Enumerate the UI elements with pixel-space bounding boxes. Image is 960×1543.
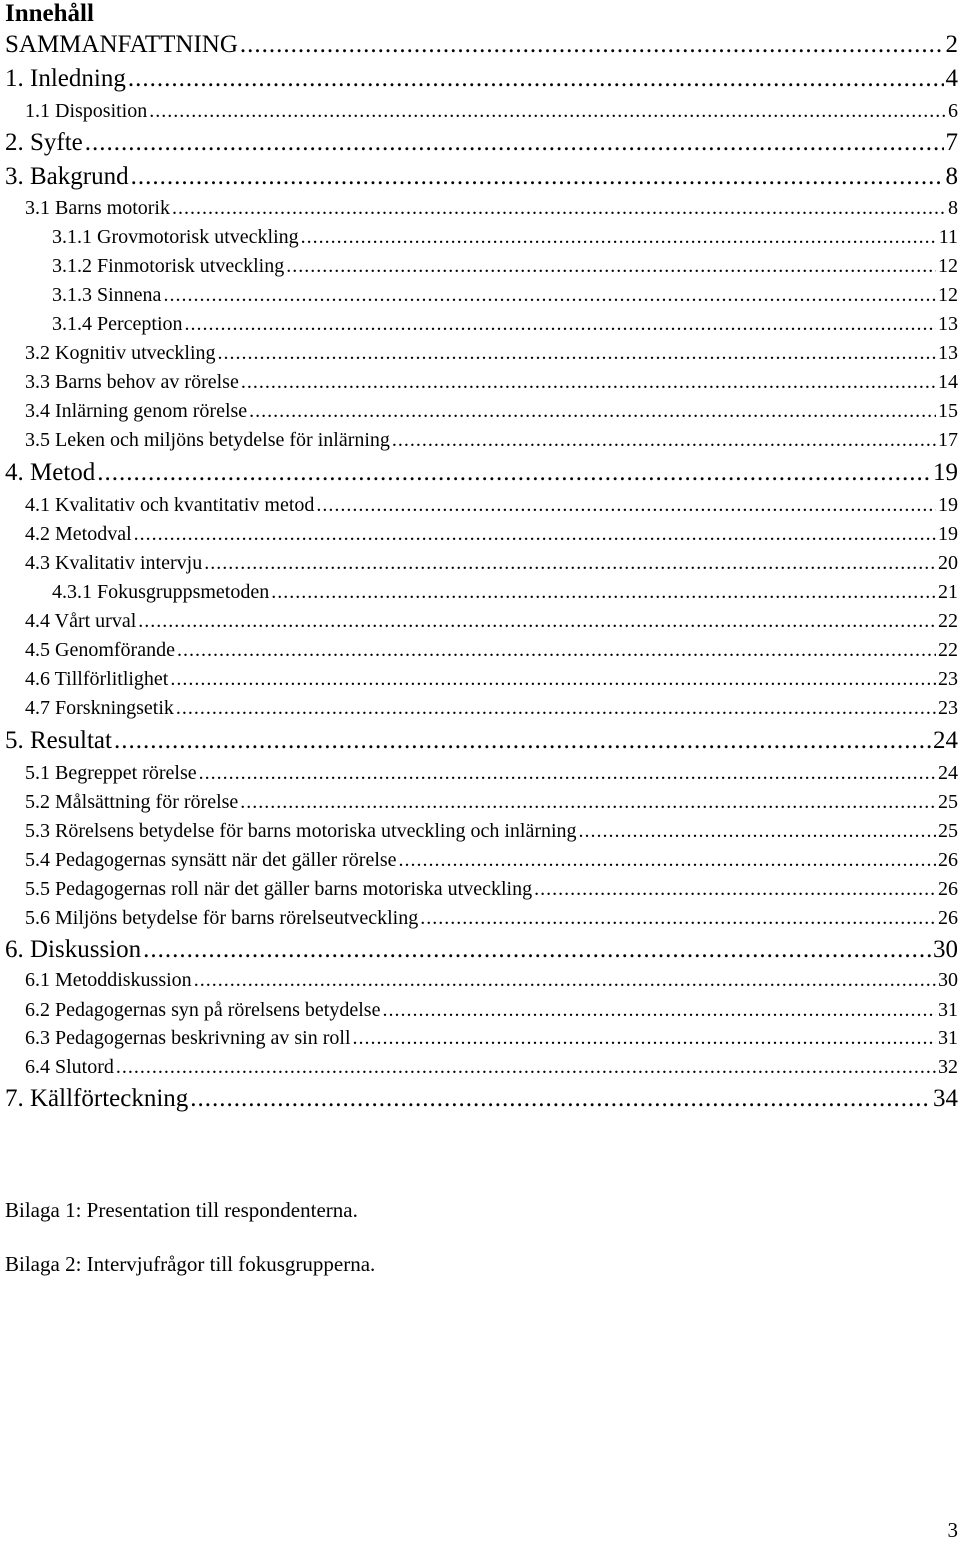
toc-entry[interactable]	[25, 789, 958, 815]
dot-leader	[163, 282, 936, 308]
toc-entry-label: SAMMANFATTNING	[5, 31, 238, 58]
toc-entry[interactable]	[25, 98, 958, 124]
toc-entry-label: 5.3 Rörelsens betydelse för barns motoriska utveckling och inlärning	[25, 820, 577, 842]
toc-entry[interactable]	[5, 726, 958, 756]
toc-entry-label: 5.6 Miljöns betydelse för barns rörelseutveckling	[25, 907, 419, 929]
toc-entry[interactable]	[25, 398, 958, 424]
toc-entry-page: 26	[938, 849, 958, 871]
toc-entry-label: 4.4 Vårt urval	[25, 610, 137, 632]
toc-entry[interactable]	[5, 162, 958, 192]
toc-entry[interactable]	[52, 579, 958, 605]
dot-leader	[301, 224, 937, 250]
toc-entry-label: 3.1 Barns motorik	[25, 197, 170, 219]
toc-entry[interactable]	[5, 64, 958, 94]
toc-entry-page: 20	[938, 552, 958, 574]
toc-entry-page: 19	[933, 459, 958, 486]
toc-entry-label: 4.7 Forskningsetik	[25, 697, 174, 719]
toc-entry[interactable]	[25, 818, 958, 844]
toc-entry-page: 19	[938, 494, 958, 516]
toc-entry-page: 15	[938, 400, 958, 422]
toc-entry-page: 30	[938, 969, 958, 991]
toc-entry[interactable]	[52, 224, 958, 250]
toc-entry-page: 32	[938, 1056, 958, 1078]
dot-leader	[241, 369, 936, 395]
dot-leader	[399, 847, 936, 873]
toc-entry-label: 3.1.3 Sinnena	[52, 284, 162, 306]
dot-leader	[85, 128, 944, 158]
toc-entry-label: 4.2 Metodval	[25, 523, 132, 545]
dot-leader	[128, 64, 944, 94]
toc-entry[interactable]	[5, 30, 958, 60]
toc-entry-page: 8	[948, 197, 958, 219]
toc-entry-label: 4. Metod	[5, 459, 96, 486]
toc-entry-label: 3.1.4 Perception	[52, 313, 183, 335]
toc-entry-label: 4.1 Kvalitativ och kvantitativ metod	[25, 494, 315, 516]
toc-entry[interactable]	[52, 282, 958, 308]
toc-entry-page: 31	[938, 1027, 958, 1049]
toc-entry-label: 2. Syfte	[5, 129, 83, 156]
toc-entry[interactable]	[25, 1054, 958, 1080]
toc-entry-label: 6.4 Slutord	[25, 1056, 114, 1078]
toc-entry-page: 21	[938, 581, 958, 603]
dot-leader	[185, 311, 936, 337]
toc-entry-label: 6. Diskussion	[5, 936, 142, 963]
toc-entry-label: 4.6 Tillförlitlighet	[25, 668, 169, 690]
dot-leader	[176, 695, 936, 721]
toc-entry[interactable]	[5, 128, 958, 158]
page-title: Innehåll	[5, 0, 94, 27]
toc-entry-label: 3.1.2 Finmotorisk utveckling	[52, 255, 285, 277]
toc-entry[interactable]	[5, 935, 958, 965]
dot-leader	[177, 637, 936, 663]
toc-entry-page: 26	[938, 878, 958, 900]
toc-entry[interactable]	[25, 967, 958, 993]
toc-entry[interactable]	[25, 369, 958, 395]
toc-entry[interactable]	[25, 521, 958, 547]
dot-leader	[420, 905, 936, 931]
toc-entry[interactable]	[25, 666, 958, 692]
appendix-item: Bilaga 2: Intervjufrågor till fokusgrupperna.	[5, 1252, 376, 1276]
toc-entry-page: 14	[938, 371, 958, 393]
toc-entry[interactable]	[5, 1084, 958, 1114]
toc-entry-label: 3.2 Kognitiv utveckling	[25, 342, 216, 364]
dot-leader	[382, 997, 936, 1023]
toc-entry[interactable]	[52, 253, 958, 279]
toc-entry-page: 23	[938, 668, 958, 690]
toc-entry-label: 6.3 Pedagogernas beskrivning av sin roll	[25, 1027, 351, 1049]
dot-leader	[149, 98, 946, 124]
toc-entry-page: 22	[938, 610, 958, 632]
toc-entry[interactable]	[25, 340, 958, 366]
toc-entry-label: 7. Källförteckning	[5, 1085, 189, 1112]
toc-entry-page: 30	[933, 936, 958, 963]
dot-leader	[190, 1084, 931, 1114]
dot-leader	[138, 608, 936, 634]
dot-leader	[131, 162, 944, 192]
toc-entry-label: 1. Inledning	[5, 65, 126, 92]
toc-entry[interactable]	[52, 311, 958, 337]
dot-leader	[114, 726, 931, 756]
toc-entry-page: 19	[938, 523, 958, 545]
toc-entry-label: 5.5 Pedagogernas roll när det gäller barns motoriska utveckling	[25, 878, 533, 900]
toc-entry[interactable]	[25, 905, 958, 931]
dot-leader	[271, 579, 936, 605]
dot-leader	[194, 967, 936, 993]
toc-entry[interactable]	[25, 997, 958, 1023]
toc-entry[interactable]	[25, 550, 958, 576]
toc-entry-label: 4.5 Genomförande	[25, 639, 175, 661]
toc-entry[interactable]	[25, 608, 958, 634]
page-number: 3	[947, 1518, 958, 1542]
toc-entry-page: 26	[938, 907, 958, 929]
appendix-item: Bilaga 1: Presentation till respondenterna.	[5, 1198, 358, 1222]
toc-entry[interactable]	[25, 760, 958, 786]
toc-entry-page: 25	[938, 820, 958, 842]
toc-entry-page: 4	[945, 65, 958, 92]
toc-entry[interactable]	[25, 847, 958, 873]
toc-entry-label: 4.3.1 Fokusgruppsmetoden	[52, 581, 270, 603]
dot-leader	[204, 550, 936, 576]
toc-entry[interactable]	[25, 1025, 958, 1051]
toc-entry-label: 6.1 Metoddiskussion	[25, 969, 192, 991]
dot-leader	[534, 876, 936, 902]
toc-entry-page: 24	[938, 762, 958, 784]
toc-entry-label: 4.3 Kvalitativ intervju	[25, 552, 203, 574]
toc-entry-label: 6.2 Pedagogernas syn på rörelsens betydelse	[25, 999, 381, 1021]
toc-entry-page: 23	[938, 697, 958, 719]
toc-entry-label: 5.1 Begreppet rörelse	[25, 762, 197, 784]
toc-entry-label: 5. Resultat	[5, 727, 112, 754]
toc-entry[interactable]	[25, 195, 958, 221]
toc-entry-page: 17	[938, 429, 958, 451]
toc-entry-page: 12	[938, 284, 958, 306]
dot-leader	[172, 195, 946, 221]
dot-leader	[316, 492, 936, 518]
dot-leader	[97, 458, 931, 488]
toc-entry-page: 31	[938, 999, 958, 1021]
toc-entry-page: 13	[938, 342, 958, 364]
toc-entry-label: 5.2 Målsättning för rörelse	[25, 791, 239, 813]
toc-entry[interactable]	[5, 458, 958, 488]
dot-leader	[116, 1054, 936, 1080]
dot-leader	[286, 253, 936, 279]
toc-entry-page: 25	[938, 791, 958, 813]
toc-entry-page: 2	[945, 31, 958, 58]
toc-entry-label: 3.4 Inlärning genom rörelse	[25, 400, 248, 422]
toc-entry-page: 7	[945, 129, 958, 156]
toc-entry-page: 6	[948, 100, 958, 122]
toc-entry-page: 11	[938, 226, 958, 248]
dot-leader	[579, 818, 936, 844]
toc-entry[interactable]	[25, 876, 958, 902]
dot-leader	[240, 30, 944, 60]
toc-entry-page: 13	[938, 313, 958, 335]
dot-leader	[353, 1025, 937, 1051]
dot-leader	[170, 666, 936, 692]
toc-entry[interactable]	[25, 427, 958, 453]
dot-leader	[249, 398, 936, 424]
toc-entry-page: 24	[933, 727, 958, 754]
dot-leader	[392, 427, 936, 453]
toc-entry[interactable]	[25, 637, 958, 663]
dot-leader	[143, 935, 931, 965]
toc-entry-page: 12	[938, 255, 958, 277]
dot-leader	[199, 760, 936, 786]
dot-leader	[134, 521, 936, 547]
dot-leader	[240, 789, 936, 815]
toc-entry-label: 3.3 Barns behov av rörelse	[25, 371, 239, 393]
toc-entry[interactable]	[25, 492, 958, 518]
dot-leader	[218, 340, 936, 366]
toc-entry-page: 22	[938, 639, 958, 661]
toc-entry-label: 3.1.1 Grovmotorisk utveckling	[52, 226, 299, 248]
toc-entry-label: 5.4 Pedagogernas synsätt när det gäller rörelse	[25, 849, 397, 871]
toc-entry-label: 3.5 Leken och miljöns betydelse för inlärning	[25, 429, 390, 451]
toc-entry-page: 34	[933, 1085, 958, 1112]
toc-entry-label: 3. Bakgrund	[5, 163, 129, 190]
toc-entry[interactable]	[25, 695, 958, 721]
toc-entry-label: 1.1 Disposition	[25, 100, 148, 122]
toc-entry-page: 8	[945, 163, 958, 190]
